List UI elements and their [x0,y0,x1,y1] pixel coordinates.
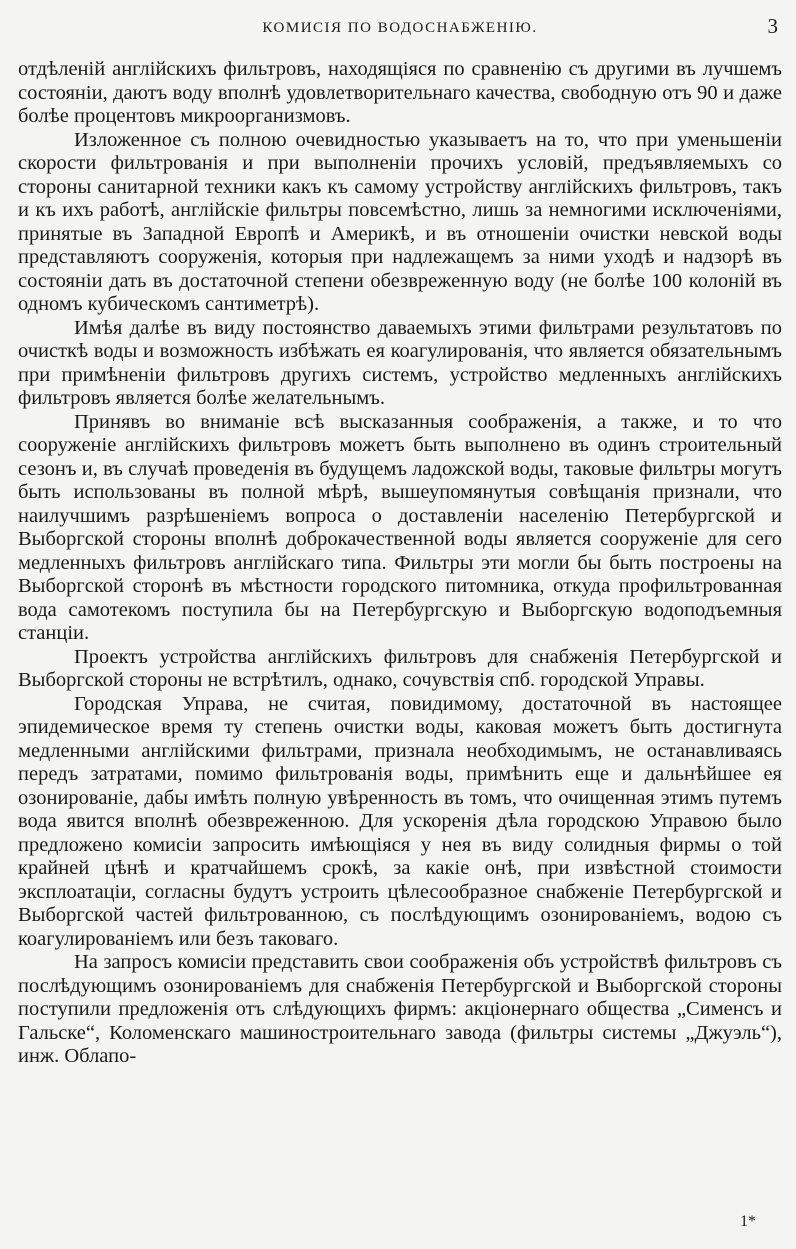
signature-mark: 1* [740,1213,756,1230]
page-header [18,0,782,46]
running-title: КОМИСІЯ ПО ВОДОСНАБЖЕНІЮ. [262,20,538,36]
paragraph: Проектъ устройства англійскихъ фильтровъ для снабженія Петербургской и Выборгской стороны не встрѣтилъ, однако, сочувствія спб. городской Управы. [18,645,782,691]
paragraph: Городская Управа, не считая, повидимому, достаточной въ настоящее эпидемическое время ту степень очистки воды, каковая можетъ быть достигнута медленными англійскими фильтрами, признала необходимымъ, не останавливаясь передъ затратами, помимо фильтрованія воды, примѣнить еще и дальнѣйшее ея озонированіе, дабы имѣть полную увѣренность въ томъ, что очищенная этимъ путемъ вода явится вполнѣ обезвреженною. Для ускоренія дѣла городскою Управою было предложено комисіи запросить имѣющіяся у нея въ виду солидныя фирмы о той крайней цѣнѣ и кратчайшемъ срокѣ, за какіе онѣ, при извѣстной стоимости эксплоатаціи, согласны будутъ устроить цѣлесообразное снабженіе Петербургской и Выборгской частей фильтрованною, съ послѣдующимъ озонированіемъ, водою съ коагулированіемъ или безъ таковаго. [18,692,782,950]
paragraph: отдѣленій англійскихъ фильтровъ, находящіяся по сравненію съ другими въ лучшемъ состояніи, даютъ воду вполнѣ удовлетворительнаго качества, свободную отъ 90 и даже болѣе процентовъ микроорганизмовъ. [18,58,782,127]
paragraph: Принявъ во вниманіе всѣ высказанныя соображенія, а также, и то что сооруженіе англійскихъ фильтровъ можетъ быть выполнено въ одинъ строительный сезонъ и, въ случаѣ проведенія въ будущемъ ладожской воды, таковые фильтры могутъ быть использованы въ полной мѣрѣ, вышеупомянутыя совѣщанія признали, что наилучшимъ разрѣшеніемъ вопроса о доставленіи населенію Петербургской и Выборгской стороны вполнѣ доброкачественной воды является сооруженіе для сего медленныхъ фильтровъ англійскаго типа. Фильтры эти могли бы быть построены на Выборгской сторонѣ въ мѣстности городского питомника, откуда профильтрованная вода самотекомъ поступила бы на Петербургскую и Выборгскую водоподъемныя станціи. [18,410,782,644]
page-number: 3 [767,14,778,38]
body-text [18,58,782,1069]
paragraph: Изложенное съ полною очевидностью указываетъ на то, что при уменьшеніи скорости фильтрованія и при выполненіи прочихъ условій, предъявляемыхъ со стороны санитарной техники какъ къ самому устройству англійскихъ фильтровъ, такъ и къ ихъ работѣ, англійскіе фильтры повсемѣстно, лишь за немногими исключеніями, принятые въ Западной Европѣ и Америкѣ, и въ отношеніи очистки невской воды представляютъ сооруженія, которыя при надлежащемъ за ними уходѣ и надзорѣ въ состояніи дать въ достаточной степени обезвреженную воду (не болѣе 100 колоній въ одномъ кубическомъ сантиметрѣ). [18,128,782,315]
paragraph: На запросъ комисіи представить свои соображенія объ устройствѣ фильтровъ съ послѣдующимъ озонированіемъ для снабженія Петербургской и Выборгской стороны поступили предложенія отъ слѣдующихъ фирмъ: акціонернаго общества „Сименсъ и Гальске“, Коломенскаго машиностроительнаго завода (фильтры системы „Джуэль“), инж. Облапо- [18,951,782,1067]
paragraph: Имѣя далѣе въ виду постоянство даваемыхъ этими фильтрами результатовъ по очисткѣ воды и возможность избѣжать ея коагулированія, что является обязательнымъ при примѣненіи фильтровъ другихъ системъ, устройство медленныхъ англійскихъ фильтровъ является болѣе желательнымъ. [18,316,782,409]
